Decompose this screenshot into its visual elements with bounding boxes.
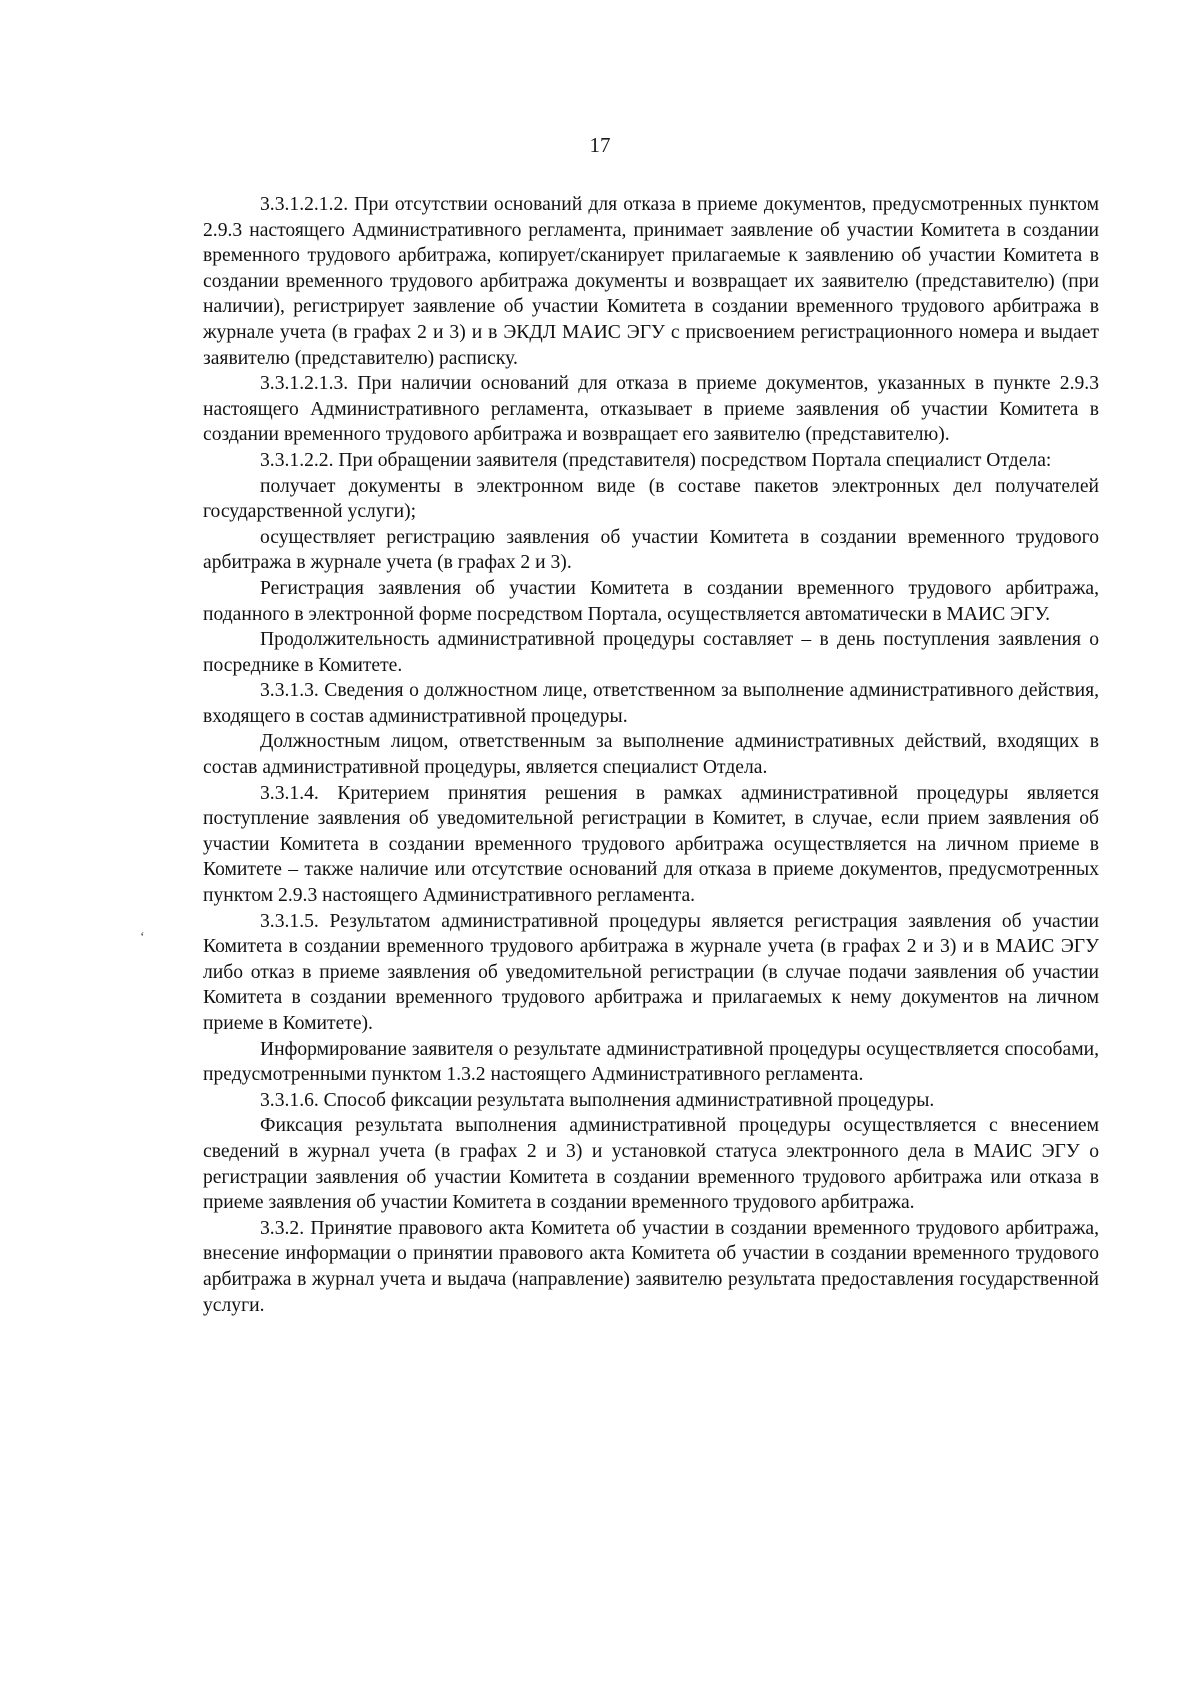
paragraph: 3.3.1.2.2. При обращении заявителя (представителя) посредством Портала специалист Отдела: (260, 449, 1052, 471)
paragraph: Информирование заявителя о результате административной процедуры осуществляется способами, предусмотренными пунктом 1.3.2 настоящего Административного регламента. (203, 1038, 1099, 1086)
paragraph: 3.3.2. Принятие правового акта Комитета об участии в создании временного трудового арбитража, внесение информации о принятии правового акта Комитета об участии в создании временного трудового арбитража в журнал учета и выдача (направление) заявителю результата предоставления государственной услуги. (203, 1217, 1099, 1316)
paragraph: осуществляет регистрацию заявления об участии Комитета в создании временного трудового арбитража в журнале учета (в графах 2 и 3). (203, 526, 1099, 574)
paragraph: 3.3.1.2.1.3. При наличии оснований для отказа в приеме документов, указанных в пункте 2.9.3 настоящего Административного регламента, отказывает в приеме заявления об участии Комитета в создании временного трудового арбитража и возвращает его заявителю (представителю). (203, 373, 1099, 446)
paragraph: Фиксация результата выполнения административной процедуры осуществляется с внесением сведений в журнал учета (в графах 2 и 3) и установкой статуса электронного дела в МАИС ЭГУ о регистрации заявления об участии Комитета в создании временного трудового арбитража или отказа в приеме заявления об участии Комитета в создании временного трудового арбитража. (203, 1115, 1099, 1214)
paragraph: 3.3.1.2.1.2. При отсутствии оснований для отказа в приеме документов, предусмотренных пунктом 2.9.3 настоящего Административного регламента, принимает заявление об участии Комитета в создании временного трудового арбитража, копирует/сканирует прилагаемые к заявлению об участии Комитета в создании временного трудового арбитража документы и возвращает их заявителю (представителю) (при наличии), регистрирует заявление об участии Комитета в создании временного трудового арбитража в журнале учета (в графах 2 и 3) и в ЭКДЛ МАИС ЭГУ с присвоением регистрационного номера и выдает заявителю (представителю) расписку. (203, 194, 1099, 369)
paragraph: Регистрация заявления об участии Комитета в создании временного трудового арбитража, поданного в электронной форме посредством Портала, осуществляется автоматически в МАИС ЭГУ. (203, 577, 1099, 625)
page-number: 17 (589, 133, 611, 157)
paragraph: 3.3.1.6. Способ фиксации результата выполнения административной процедуры. (260, 1089, 935, 1111)
paragraph: 3.3.1.4. Критерием принятия решения в рамках административной процедуры является поступление заявления об уведомительной регистрации в Комитет, в случае, если прием заявления об участии Комитета в создании временного трудового арбитража осуществляется на личном приеме в Комитете – также наличие или отсутствие оснований для отказа в приеме документов, предусмотренных пунктом 2.9.3 настоящего Административного регламента. (203, 782, 1099, 907)
paragraph: 3.3.1.3. Сведения о должностном лице, ответственном за выполнение административного действия, входящего в состав административной процедуры. (203, 680, 1099, 727)
stray-mark: ‘ (140, 930, 145, 945)
paragraph: Должностным лицом, ответственным за выполнение административных действий, входящих в состав административной процедуры, является специалист Отдела. (203, 731, 1099, 779)
paragraph: получает документы в электронном виде (в составе пакетов электронных дел получателей государственной услуги); (203, 475, 1099, 523)
paragraph: 3.3.1.5. Результатом административной процедуры является регистрация заявления об участии Комитета в создании временного трудового арбитража в журнале учета (в графах 2 и 3) и в МАИС ЭГУ либо отказ в приеме заявления об уведомительной регистрации (в случае подачи заявления об участии Комитета в создании временного трудового арбитража и прилагаемых к нему документов на личном приеме в Комитете). (203, 910, 1099, 1034)
document-body (203, 192, 1099, 1318)
paragraph: Продолжительность административной процедуры составляет – в день поступления заявления о посреднике в Комитете. (203, 629, 1099, 676)
